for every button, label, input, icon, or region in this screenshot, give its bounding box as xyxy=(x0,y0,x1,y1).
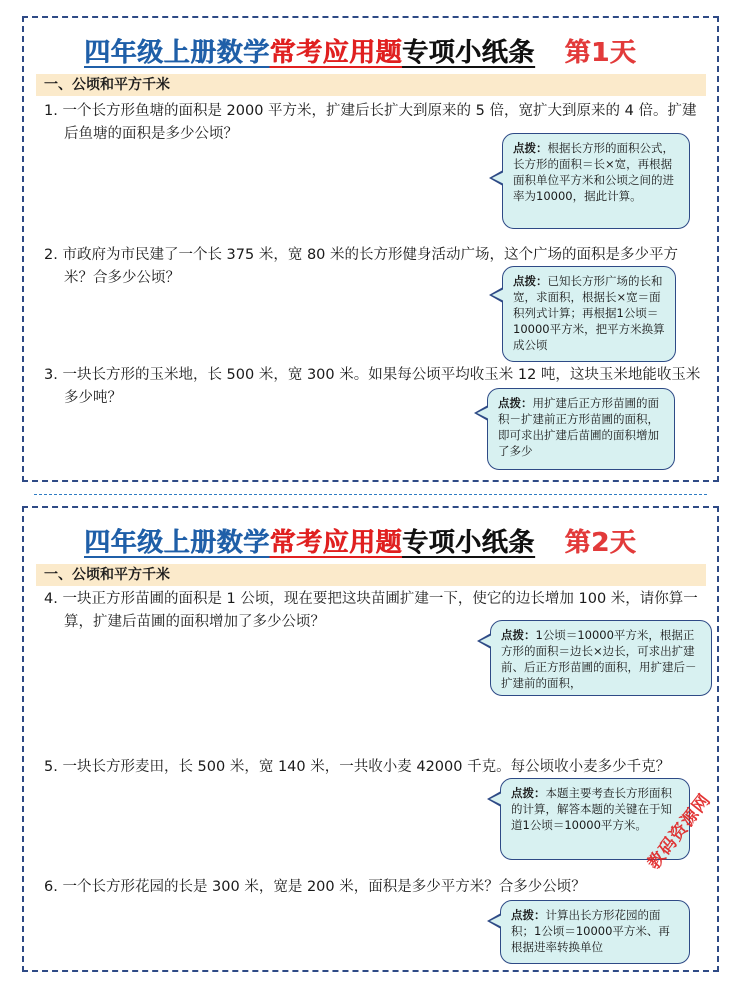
title-topic: 常考应用题 xyxy=(269,38,403,68)
hint-text: 已知长方形广场的长和宽，求面积，根据长×宽＝面积列式计算；再根据1公顷＝10000平方米，把平方米换算成公顷 xyxy=(513,274,665,352)
title-suffix: 专项小纸条 xyxy=(402,38,535,68)
cut-line-divider xyxy=(34,494,707,495)
hint-text: 1公顷＝10000平方米，根据正方形的面积＝边长×边长，可求出扩建前、后正方形苗圃的面积，用扩建后－扩建前的面积， xyxy=(501,628,697,690)
hint-text: 用扩建后正方形苗圃的面积－扩建前正方形苗圃的面积，即可求出扩建后苗圃的面积增加了多少 xyxy=(498,396,659,458)
question-2: 2. 市政府为市民建了一个长 375 米，宽 80 米的长方形健身活动广场，这个广场的面积是多少平方米？合多少公顷？ xyxy=(44,247,679,286)
title-topic: 常考应用题 xyxy=(269,528,403,558)
hint-bubble-4 xyxy=(490,620,712,696)
hint-text: 本题主要考查长方形面积的计算，解答本题的关键在于知道1公顷＝10000平方米。 xyxy=(511,786,672,832)
card-title xyxy=(84,32,664,68)
hint-label: 点拨： xyxy=(511,908,546,922)
hint-label: 点拨： xyxy=(511,786,546,800)
day1-card xyxy=(22,16,719,482)
section-heading: 一、公顷和平方千米 xyxy=(36,564,706,586)
hint-text: 计算出长方形花园的面积；1公顷＝10000平方米、再根据进率转换单位 xyxy=(511,908,670,954)
question-3: 3. 一块长方形的玉米地，长 500 米，宽 300 米。如果每公顷平均收玉米 12 吨，这块玉米地能收玉米多少吨？ xyxy=(44,367,701,406)
title-day: 第2天 xyxy=(564,528,637,558)
title-grade: 四年级上册数学 xyxy=(84,528,270,558)
question-4: 4. 一块正方形苗圃的面积是 1 公顷，现在要把这块苗圃扩建一下，使它的边长增加 100 米，请你算一算，扩建后苗圃的面积增加了多少公顷？ xyxy=(44,591,698,630)
hint-label: 点拨： xyxy=(513,274,548,288)
section-heading: 一、公顷和平方千米 xyxy=(36,74,706,96)
hint-label: 点拨： xyxy=(501,628,536,642)
question-5: 5. 一块长方形麦田，长 500 米，宽 140 米，一共收小麦 42000 千克。每公顷收小麦多少千克？ xyxy=(44,759,671,775)
watermark: 教码资源网 xyxy=(643,790,716,874)
hint-bubble-6 xyxy=(500,900,690,964)
title-suffix: 专项小纸条 xyxy=(402,528,535,558)
hint-bubble-3 xyxy=(487,388,675,470)
card-title xyxy=(84,522,664,558)
title-day: 第1天 xyxy=(564,38,637,68)
hint-bubble-1 xyxy=(502,133,690,229)
hint-label: 点拨： xyxy=(498,396,533,410)
hint-text: 根据长方形的面积公式，长方形的面积＝长×宽，再根据面积单位平方米和公顷之间的进率为10000，据此计算。 xyxy=(513,141,674,203)
hint-bubble-2 xyxy=(502,266,676,362)
day2-card xyxy=(22,506,719,972)
hint-label: 点拨： xyxy=(513,141,548,155)
title-grade: 四年级上册数学 xyxy=(84,38,270,68)
question-1: 1. 一个长方形鱼塘的面积是 2000 平方米，扩建后长扩大到原来的 5 倍，宽扩大到原来的 4 倍。扩建后鱼塘的面积是多少公顷？ xyxy=(44,103,697,142)
question-6: 6. 一个长方形花园的长是 300 米，宽是 200 米，面积是多少平方米？合多少公顷？ xyxy=(44,879,586,895)
